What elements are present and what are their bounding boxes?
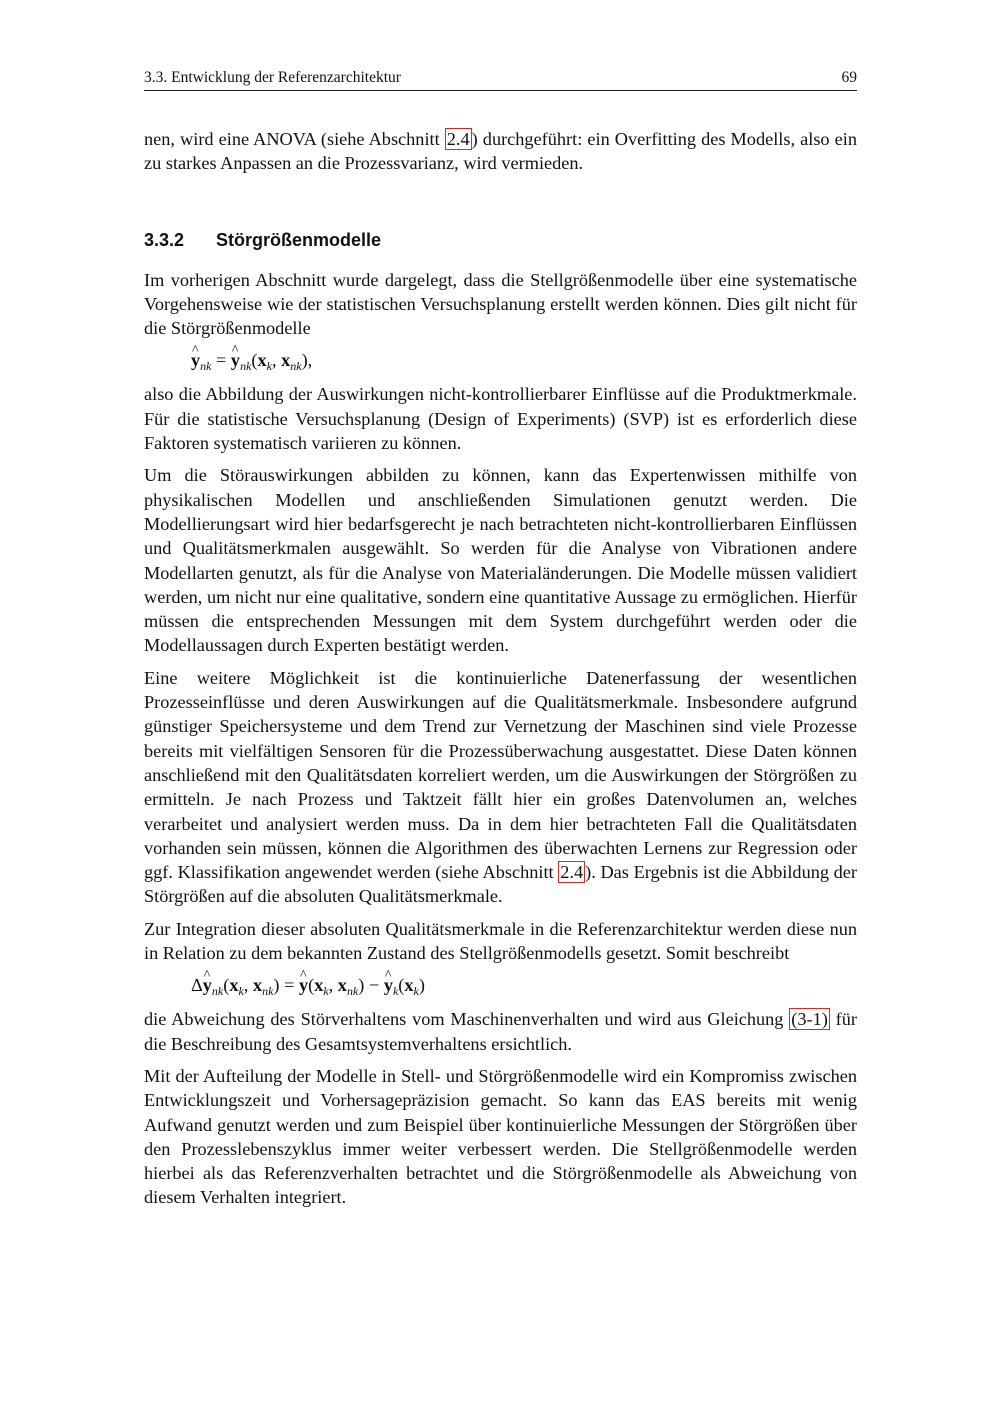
- section-title: Störgrößenmodelle: [216, 229, 382, 250]
- paragraph: Zur Integration dieser absoluten Qualitätsmerkmale in die Referenzarchitektur werden diese nun in Relation zu dem bekannten Zustand des Stellgrößenmodells gesetzt. Somit beschreibt: [144, 918, 857, 964]
- section-heading: [144, 228, 857, 252]
- paragraph: Eine weitere Möglichkeit ist die kontinuierliche Datenerfassung der wesentlichen Prozesseinflüsse und deren Auswirkungen auf die Qualitätsmerkmale. Insbesondere aufgrund günstiger Speichersysteme und dem Trend zur Vernetzung der Maschinen sind viele Prozesse bereits mit vielfältigen Sensoren für die Prozessüberwachung ausgestattet. Diese Daten können anschließend mit den Qualitätsdaten korreliert werden, um die Auswirkungen der Störgrößen zu ermitteln. Je nach Prozess und Taktzeit fällt hier ein großes Datenvolumen an, welches verarbeitet und analysiert werden muss. Da in dem hier betrachteten Fall die Qualitätsdaten vorhanden sein müssen, können die Algorithmen des überwachten Lernens zur Regression oder ggf. Klassifikation angewendet werden (siehe Abschnitt 2.4 ). Das Ergebnis ist die Abbildung der Störgrößen auf die absoluten Qualitätsmerkmale.: [144, 667, 857, 907]
- page-number: 69: [841, 69, 857, 86]
- running-header: [144, 68, 857, 91]
- equation-deviation: Δ^ $y_{nk}(x_k$, $x_{nk}$) = ^ $y(x_k$, $x_{nk}$) − ^ $y_k(x_k)$: [191, 971, 857, 999]
- paragraph: Mit der Aufteilung der Modelle in Stell- und Störgrößenmodelle wird ein Kompromiss zwischen Entwicklungszeit und Vorhersagepräzision gemacht. So kann das EAS bereits mit wenig Aufwand genutzt werden und zum Beispiel über kontinuierliche Messungen der Störgrößen über den Prozesslebenszyklus immer weiter verbessert werden. Die Stellgrößenmodelle werden hierbei als das Referenzverhalten betrachtet und die Störgrößenmodelle als Abweichung von diesem Verhalten integriert.: [144, 1065, 857, 1208]
- chapter-title: 3.3. Entwicklung der Referenzarchitektur: [144, 69, 401, 86]
- section-number: 3.3.2: [144, 229, 185, 250]
- section-reference-link[interactable]: 2.4: [446, 129, 470, 149]
- equation-disturbance-model: ^ $y_{nk}$ = ^ $y_{nk}(x_k$, $x_{nk}$),: [191, 346, 857, 374]
- paragraph: Im vorherigen Abschnitt wurde dargelegt, dass die Stellgrößenmodelle über eine systematische Vorgehensweise wie der statistischen Versuchsplanung erstellt werden können. Dies gilt nicht für die Störgrößenmodelle: [144, 269, 857, 339]
- paragraph: Um die Störauswirkungen abbilden zu können, kann das Expertenwissen mithilfe von physikalischen Modellen und anschließenden Simulationen genutzt werden. Die Modellierungsart wird hier bedarfsgerecht je nach betrachteten nicht-kontrollierbaren Einflüssen und Qualitätsmerkmalen ausgewählt. So werden für die Analyse von Vibrationen andere Modellarten genutzt, als für die Analyse von Materialänderungen. Die Modelle müssen validiert werden, um nicht nur eine qualitative, sondern eine quantitative Aussage zu ermöglichen. Hierfür müssen die entsprechenden Messungen mit dem System durchgeführt werden oder die Modellaussagen durch Experten bestätigt werden.: [144, 465, 857, 656]
- section-reference-link[interactable]: 2.4: [560, 862, 584, 883]
- body-text: [144, 127, 857, 1218]
- paragraph: also die Abbildung der Auswirkungen nicht-kontrollierbarer Einflüsse auf die Produktmerkmale. Für die statistische Versuchsplanung (Design of Experiments) (SVP) ist es erforderlich diese Faktoren systematisch variieren zu können.: [144, 384, 857, 454]
- intro-paragraph: nen, wird eine ANOVA (siehe Abschnitt 2.4 ) durchgeführt: ein Overfitting des Modells, also ein zu starkes Anpassen an die Prozessvarianz, wird vermieden.: [144, 129, 857, 174]
- paragraph: die Abweichung des Störverhaltens vom Maschinenverhalten und wird aus Gleichung (3-1) für die Beschreibung des Gesamtsystemverhaltens ersichtlich.: [144, 1009, 858, 1054]
- equation-reference-link[interactable]: (3-1): [791, 1009, 828, 1030]
